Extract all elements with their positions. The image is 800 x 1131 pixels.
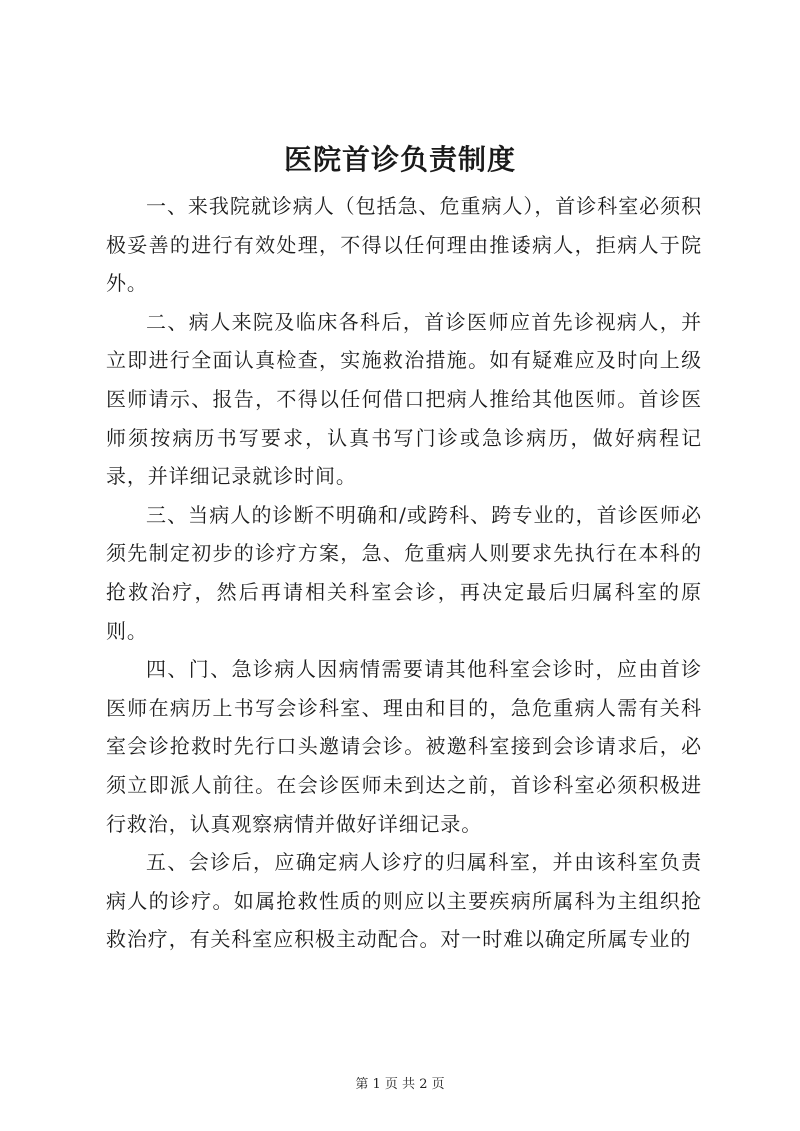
- paragraph-1: 一、来我院就诊病人（包括急、危重病人），首诊科室必须积极妥善的进行有效处理，不得以任何理由推诿病人，拒病人于院外。: [106, 194, 702, 296]
- paragraph-4: 四、门、急诊病人因病情需要请其他科室会诊时，应由首诊医师在病历上书写会诊科室、理由和目的，急危重病人需有关科室会诊抢救时先行口头邀请会诊。被邀科室接到会诊请求后，必须立即派人前往。在会诊医师未到达之前，首诊科室必须积极进行救治，认真观察病情并做好详细记录。: [106, 657, 702, 836]
- paragraph-5: 五、会诊后，应确定病人诊疗的归属科室，并由该科室负责病人的诊疗。如属抢救性质的则应以主要疾病所属科为主组织抢救治疗，有关科室应积极主动配合。对一时难以确定所属专业的: [106, 850, 702, 952]
- page-footer: 第 1 页 共 2 页: [355, 1077, 445, 1092]
- paragraph-2: 二、病人来院及临床各科后，首诊医师应首先诊视病人，并立即进行全面认真检查，实施救治措施。如有疑难应及时向上级医师请示、报告，不得以任何借口把病人推给其他医师。首诊医师须按病历书写要求，认真书写门诊或急诊病历，做好病程记录，并详细记录就诊时间。: [106, 309, 702, 489]
- paragraph-3: 三、当病人的诊断不明确和/或跨科、跨专业的，首诊医师必须先制定初步的诊疗方案，急、危重病人则要求先执行在本科的抢救治疗，然后再请相关科室会诊，再决定最后归属科室的原则。: [106, 502, 702, 643]
- document-body: [106, 187, 702, 959]
- document-title: 医院首诊负责制度: [283, 143, 516, 176]
